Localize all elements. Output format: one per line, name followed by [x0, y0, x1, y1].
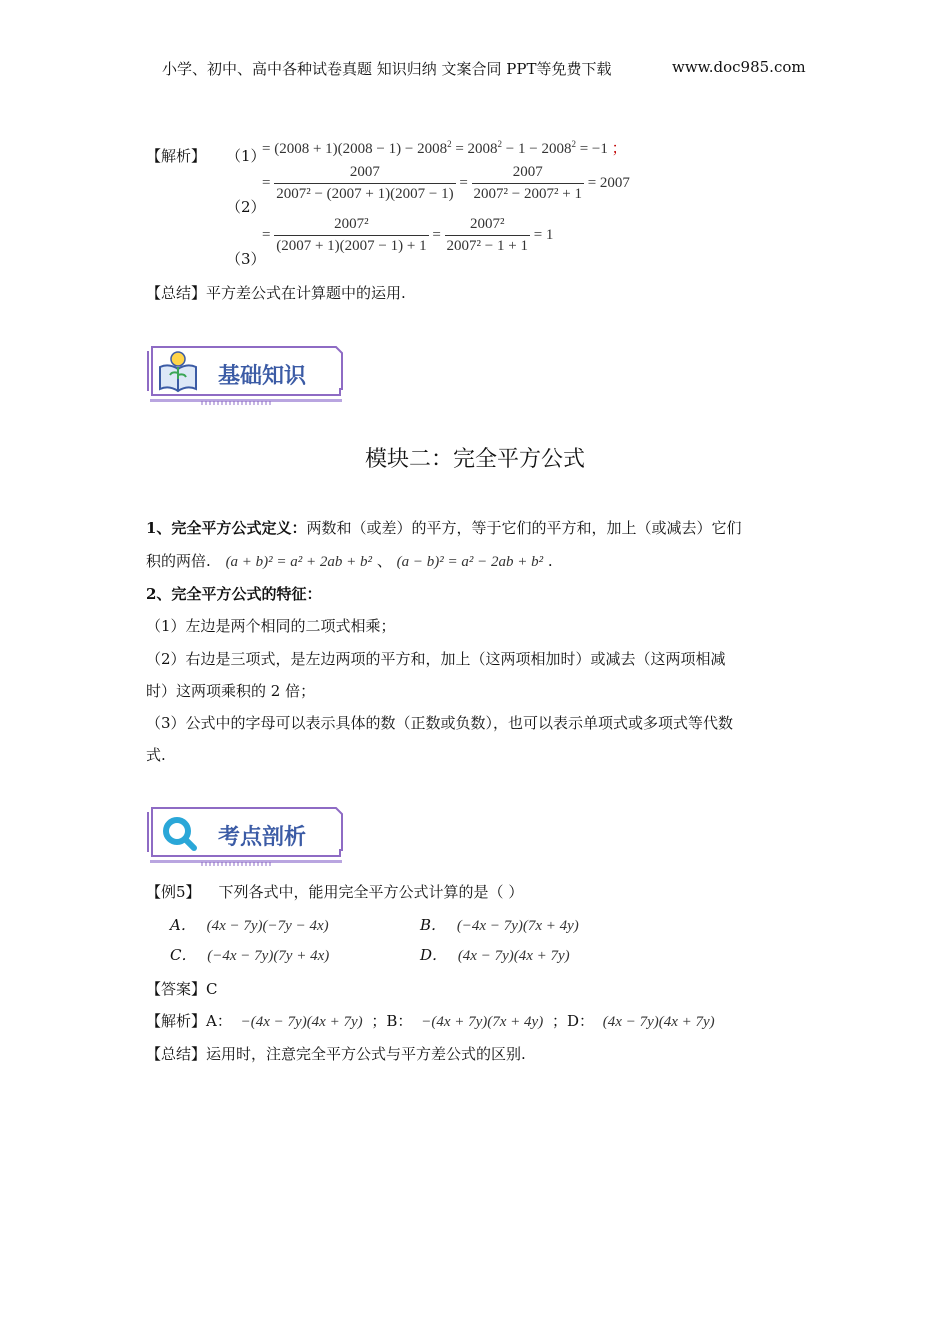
- module-title: 模块二：完全平方公式: [364, 447, 585, 472]
- example-analysis: 【解析】A： −(4x − 7y)(4x + 7y) ；B： −(4x + 7y)(7x + 4y) ；D： (4x − 7y)(4x + 7y): [146, 1012, 715, 1030]
- option-c[interactable]: C． (−4x − 7y)(7y + 4x): [170, 946, 330, 964]
- feature-3: （3）公式中的字母可以表示具体的数（正数或负数），也可以表示单项式或多项式等代数: [146, 714, 734, 732]
- definition-paragraph-2-head: 2、完全平方公式的特征：: [146, 585, 322, 603]
- option-a[interactable]: A． (4x − 7y)(−7y − 4x): [170, 916, 329, 934]
- header-url[interactable]: www.doc985.com: [672, 58, 806, 76]
- lightbulb-book-icon: [156, 349, 200, 395]
- analysis-formula-1: = $(2008 + 1)(2008 - 1) - 2008^2 = 2008^2 - 1 - 2008^2 = -1$ ；: [262, 139, 627, 157]
- example-summary: 【总结】运用时，注意完全平方公式与平方差公式的区别.: [146, 1045, 526, 1063]
- banner-basic-knowledge-title: 基础知识: [218, 364, 307, 389]
- answer: 【答案】C: [146, 980, 218, 998]
- magnifier-icon: [160, 814, 200, 854]
- analysis-formula-3: = $\frac{\text{2007²}}{(2007 + 1)(2007 - 1) + 1}$ = $\frac{\text{2007²}}{\text{2007² − 1 + 1}}$ = 1: [262, 216, 554, 254]
- option-b[interactable]: B． (−4x − 7y)(7x + 4y): [420, 916, 579, 934]
- analysis-formula-2: = $\frac{2007}{\text{2007² − (2007 + 1)(2007 − 1)}}$ = $\frac{2007}{\text{2007² − 2007² + 1}}$ = 2007: [262, 164, 630, 202]
- feature-1: （1）左边是两个相同的二项式相乘；: [146, 617, 396, 635]
- analysis-label-1: （1）: [226, 147, 266, 165]
- feature-3-cont: 式.: [146, 746, 166, 764]
- analysis-label-2: （2）: [226, 198, 266, 216]
- feature-2: （2）右边是三项式，是左边两项的平方和，加上（这两项相加时）或减去（这两项相减: [146, 650, 726, 668]
- banner-basic-knowledge: [146, 343, 346, 405]
- option-d[interactable]: D． (4x − 7y)(4x + 7y): [420, 946, 570, 964]
- analysis-label-3: （3）: [226, 250, 266, 268]
- header-site-text: 小学、初中、高中各种试卷真题 知识归纳 文案合同 PPT等免费下载: [162, 60, 612, 78]
- summary-1: 【总结】平方差公式在计算题中的运用.: [146, 284, 406, 302]
- example-5-question: 【例5】 下列各式中，能用完全平方公式计算的是（ ）: [146, 883, 524, 901]
- banner-exam-analysis: [146, 804, 346, 866]
- feature-2-cont: 时）这两项乘积的 2 倍；: [146, 682, 316, 700]
- banner-exam-analysis-title: 考点剖析: [218, 825, 307, 850]
- analysis-tag: 【解析】: [146, 147, 207, 165]
- definition-paragraph-1-cont: 积的两倍. (a + b)² = a² + 2ab + b² 、 (a − b)² = a² − 2ab + b² .: [146, 552, 553, 570]
- definition-paragraph-1: 1、完全平方公式定义：两数和（或差）的平方，等于它们的平方和，加上（或减去）它们: [146, 519, 742, 537]
